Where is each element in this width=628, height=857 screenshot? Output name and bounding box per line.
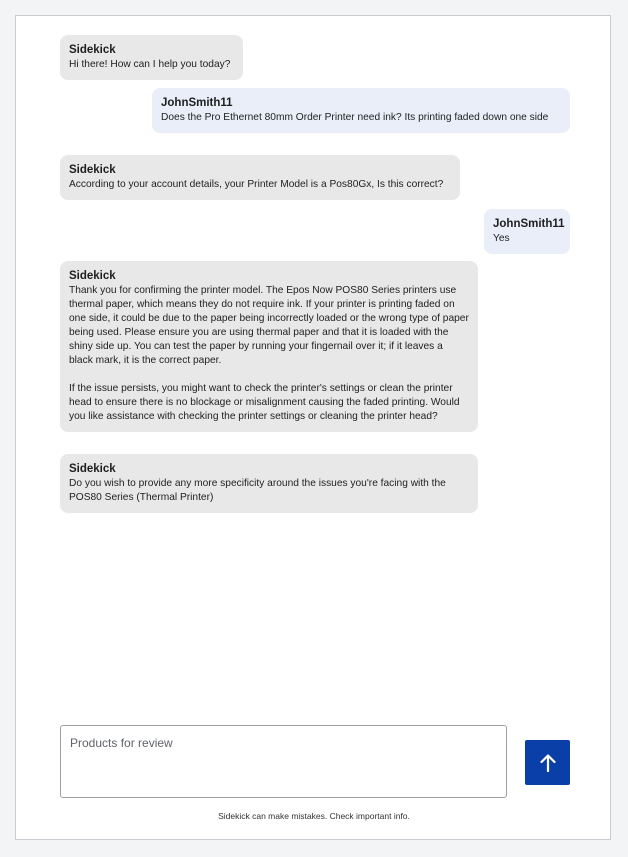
- message-bot: [60, 454, 478, 513]
- message-input-box[interactable]: [60, 725, 507, 798]
- message-bot: [60, 35, 243, 80]
- message-sender: Sidekick: [69, 270, 116, 282]
- message-sender: Sidekick: [69, 44, 116, 56]
- message-sender: JohnSmith11: [161, 97, 233, 109]
- arrow-up-icon: [539, 753, 557, 773]
- message-sender: Sidekick: [69, 463, 116, 475]
- message-bot: [60, 261, 478, 432]
- message-input[interactable]: [61, 726, 506, 797]
- message-text: Hi there! How can I help you today?: [69, 59, 231, 70]
- disclaimer-text: Sidekick can make mistakes. Check important info.: [218, 811, 410, 821]
- message-text: Thank you for confirming the printer model. The Epos Now POS80 Series printers use thermal paper, which means they do not require ink. If your printer is printing faded on one side, it could be due to the paper being incorrectly loaded or the wrong type of paper being used. Please ensure you are using thermal paper and that it is loaded with the shiny side up. You can test the paper by running your fingernail over it; if it leaves a black mark, it is the correct paper. If the issue persists, you might want to check the printer's settings or clean the printer head to ensure there is no blockage or misalignment causing the faded printing. Would you like assistance with checking the printer settings or cleaning the printer head?: [69, 285, 469, 422]
- message-text: According to your account details, your Printer Model is a Pos80Gx, Is this correct?: [69, 179, 444, 190]
- message-text: Yes: [493, 233, 510, 244]
- message-user: [152, 88, 570, 133]
- send-button[interactable]: [525, 740, 570, 785]
- message-text: Do you wish to provide any more specificity around the issues you're facing with the POS80 Series (Thermal Printer): [69, 478, 449, 503]
- message-bot: [60, 155, 460, 200]
- message-sender: JohnSmith11: [493, 218, 565, 230]
- chat-window: [15, 15, 611, 840]
- message-sender: Sidekick: [69, 164, 116, 176]
- message-user: [484, 209, 570, 254]
- message-text: Does the Pro Ethernet 80mm Order Printer need ink? Its printing faded down one side: [161, 112, 549, 123]
